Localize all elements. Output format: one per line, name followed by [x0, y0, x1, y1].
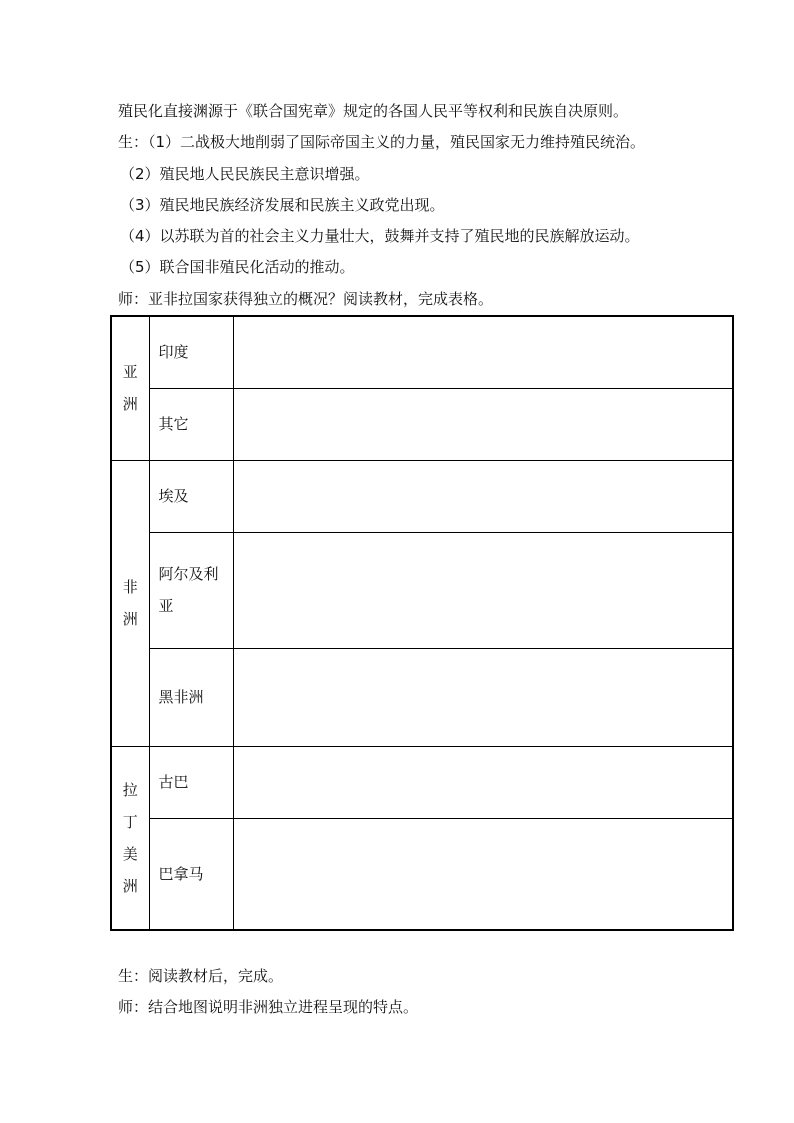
country-label: 巴拿马	[158, 864, 204, 883]
table-row	[111, 818, 733, 930]
table-row	[111, 316, 733, 388]
intro-line: （3）殖民地民族经济发展和民族主义政党出现。	[120, 196, 445, 214]
region-cell-latin-america	[111, 746, 149, 930]
region-label: 拉丁美洲	[122, 780, 138, 895]
table-row	[111, 388, 733, 460]
answer-cell[interactable]	[233, 388, 733, 460]
region-label: 非洲	[122, 578, 138, 628]
region-cell-africa	[111, 460, 149, 746]
country-label: 印度	[158, 343, 189, 362]
country-label: 埃及	[158, 487, 189, 505]
answer-cell[interactable]	[233, 648, 733, 746]
country-cell	[149, 532, 233, 648]
country-label: 阿尔及利亚	[158, 565, 219, 615]
country-label: 古巴	[158, 773, 189, 791]
intro-line: 殖民化直接渊源于《联合国宪章》规定的各国人民平等权利和民族自决原则。	[118, 102, 629, 120]
intro-line: （5）联合国非殖民化活动的推动。	[120, 258, 355, 276]
region-label: 亚洲	[122, 363, 138, 414]
country-cell	[149, 818, 233, 930]
intro-line: （2）殖民地人民民族民主意识增强。	[120, 165, 370, 183]
outro-line: 生：阅读教材后，完成。	[118, 967, 284, 985]
country-cell	[149, 388, 233, 460]
country-cell	[149, 746, 233, 818]
country-cell	[149, 648, 233, 746]
country-cell	[149, 316, 233, 388]
answer-cell[interactable]	[233, 460, 733, 532]
table-row	[111, 460, 733, 532]
table-row	[111, 746, 733, 818]
region-cell-asia	[111, 316, 149, 460]
answer-cell[interactable]	[233, 818, 733, 930]
intro-line: （4）以苏联为首的社会主义力量壮大，鼓舞并支持了殖民地的民族解放运动。	[120, 227, 640, 245]
intro-line: 生：（1）二战极大地削弱了国际帝国主义的力量，殖民国家无力维持殖民统治。	[118, 133, 646, 151]
independence-table	[110, 315, 734, 931]
answer-cell[interactable]	[233, 746, 733, 818]
answer-cell[interactable]	[233, 316, 733, 388]
outro-line: 师：结合地图说明非洲独立进程呈现的特点。	[118, 998, 419, 1016]
answer-cell[interactable]	[233, 532, 733, 648]
table-row	[111, 648, 733, 746]
country-cell	[149, 460, 233, 532]
table-row	[111, 532, 733, 648]
country-label: 其它	[158, 415, 189, 433]
country-label: 黑非洲	[158, 688, 204, 706]
intro-line: 师：亚非拉国家获得独立的概况？阅读教材，完成表格。	[118, 290, 494, 308]
